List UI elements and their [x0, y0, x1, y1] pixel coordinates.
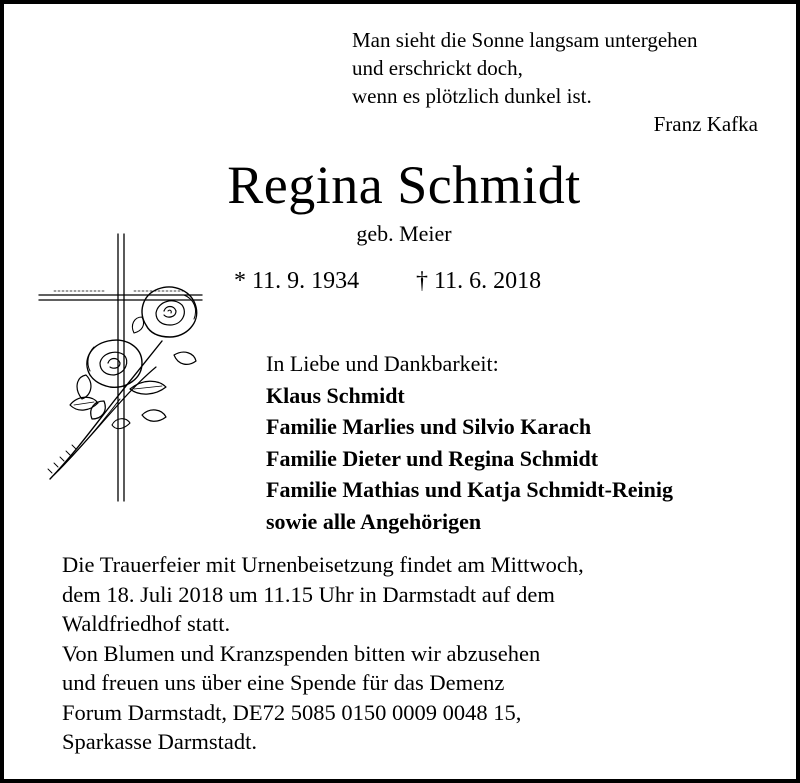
death-date: † 11. 6. 2018	[416, 268, 542, 294]
info-line: Sparkasse Darmstadt.	[62, 729, 257, 754]
maiden-name: geb. Meier	[356, 221, 452, 246]
info-line: Waldfriedhof statt.	[62, 611, 231, 636]
mourner-name: sowie alle Angehörigen	[266, 508, 482, 534]
deceased-name: Regina Schmidt	[227, 155, 581, 215]
info-line: dem 18. Juli 2018 um 11.15 Uhr in Darmstadt auf dem	[62, 581, 555, 607]
quote-line: Man sieht die Sonne langsam untergehen	[352, 28, 698, 52]
info-line: Von Blumen und Kranzspenden bitten wir abzusehen	[62, 640, 541, 666]
mourner-name: Familie Dieter und Regina Schmidt	[266, 445, 599, 471]
info-line: Die Trauerfeier mit Urnenbeisetzung findet am Mittwoch,	[62, 552, 584, 577]
quote-line: und erschrickt doch,	[352, 56, 523, 80]
mourner-name: Familie Mathias und Katja Schmidt-Reinig	[266, 477, 674, 502]
mourner-name: Klaus Schmidt	[266, 382, 405, 408]
cross-with-roses-icon	[34, 229, 209, 504]
birth-date: * 11. 9. 1934	[234, 268, 360, 294]
mourner-name: Familie Marlies und Silvio Karach	[266, 414, 592, 439]
funeral-info	[62, 550, 782, 757]
kafka-quote	[352, 26, 764, 138]
mourners-list	[266, 348, 673, 537]
quote-line: wenn es plötzlich dunkel ist.	[352, 84, 592, 108]
info-line: Forum Darmstadt, DE72 5085 0150 0009 0048 15,	[62, 699, 522, 725]
life-dates	[234, 266, 541, 296]
info-line: und freuen uns über eine Spende für das Demenz	[62, 670, 505, 695]
quote-author: Franz Kafka	[653, 112, 758, 136]
mourners-intro: In Liebe und Dankbarkeit:	[266, 351, 499, 376]
